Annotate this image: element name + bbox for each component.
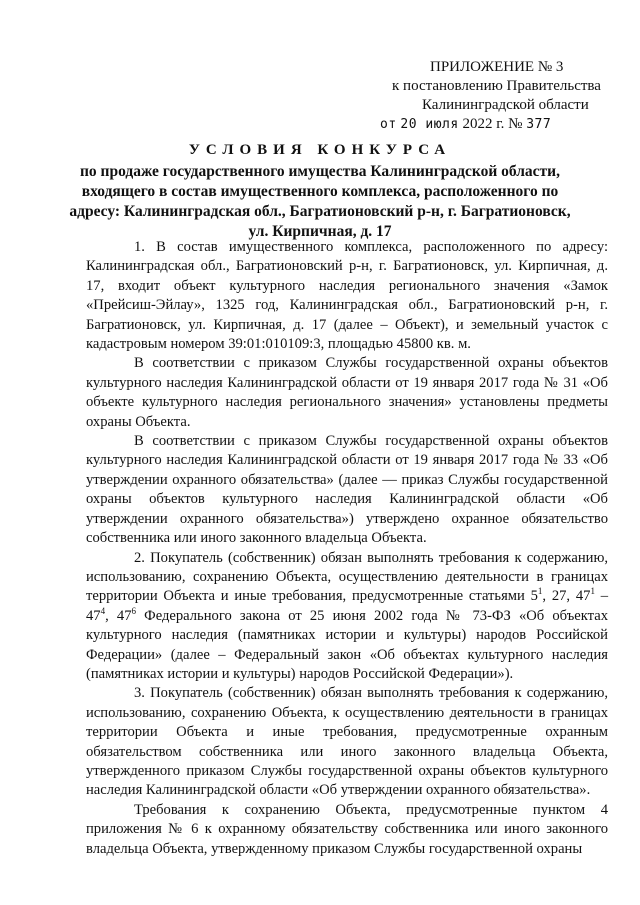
p4-text: , 27, 47 [542, 588, 591, 605]
p4-sup: 4 [100, 605, 106, 616]
document-body [86, 238, 608, 859]
p4-text: – 47 [86, 588, 609, 624]
p4-text: Федерального закона от 25 июня 2002 года № 73-ФЗ «Об объектах культурного наследия (памятниках истории и культуры) народов Российской Федерации» (далее – Федеральный закон «Об объектах культурного наследия (памятниках истории и культуры) народов Российской Федерации»). [86, 607, 608, 682]
p4-sup: 1 [537, 586, 543, 597]
decree-number-handwritten: 377 [526, 117, 552, 132]
paragraph-2: В соответствии с приказом Службы государственной охраны объектов культурного наследия Калининградской области от 19 января 2017 года № 31 «Об объекте культурного наследия регионального значения» установлены предметы охраны Объекта. [86, 355, 608, 430]
paragraph-5: 3. Покупатель (собственник) обязан выполнять требования к содержанию, использованию, сохранению Объекта, к осуществлению деятельности в границах территории Объекта и иные требования, предусмотренные охранным обязательством собственника или иного законного владельца Объекта, утвержденного приказом Службы государственной охраны объектов культурного наследия Калининградской области «Об утверждении охранного обязательства». [86, 685, 608, 799]
paragraph-6: Требования к сохранению Объекта, предусмотренные пунктом 4 приложения № 6 к охранному обязательству собственника или иного законного владельца Объекта, утвержденному приказом Службы государственной охраны [86, 801, 608, 857]
paragraph-4 [86, 549, 608, 685]
appendix-header [380, 58, 610, 134]
title-line: входящего в состав имущественного комплекса, расположенного по [81, 183, 559, 200]
date-prefix: от [380, 117, 397, 132]
paragraph-3: В соответствии с приказом Службы государственной охраны объектов культурного наследия Калининградской области от 19 января 2017 года № 33 «Об утверждении охранного обязательства» (далее — приказ Службы государственной охраны объектов культурного наследия Калининградской области «Об утверждении охранного обязательства») утверждено охранное обязательство собственника или иного законного владельца Объекта. [86, 433, 608, 547]
paragraph-1: 1. В состав имущественного комплекса, расположенного по адресу: Калининградская обл., Багратионовский р-н, г. Багратионовск, ул. Кирпичная, д. 17, входит объект культурного наследия регионального значения «Замок «Прейсиш-Эйлау», 1325 год, Калининградская обл., Багратионовский р-н, г. Багратионовск, ул. Кирпичная, д. 17 (далее – Объект), и земельный участок с кадастровым номером 39:01:010109:3, площадью 45800 кв. м. [86, 239, 608, 353]
p4-text: 2. Покупатель (собственник) обязан выполнять требования к содержанию, использованию, сохранению Объекта, осуществлению деятельности в границах территории Объекта и иные требования, предусмотренные статьями 5 [86, 549, 608, 605]
appendix-region: Калининградской области [422, 97, 589, 113]
appendix-decree: к постановлению Правительства [392, 78, 601, 94]
date-year: 2022 г. № [462, 116, 523, 132]
p4-sup: 6 [131, 605, 136, 616]
title-line: адресу: Калининградская обл., Багратионовский р-н, г. Багратионовск, [69, 203, 571, 220]
p4-sup: 1 [590, 586, 595, 597]
date-handwritten: 20 июля [400, 117, 459, 132]
appendix-number: ПРИЛОЖЕНИЕ № 3 [430, 59, 564, 75]
appendix-date-line [380, 115, 610, 134]
title-heading: УСЛОВИЯ КОНКУРСА [188, 142, 452, 158]
p4-text: , 47 [105, 607, 132, 624]
title-line: по продаже государственного имущества Калининградской области, [80, 163, 560, 180]
title-line: ул. Кирпичная, д. 17 [248, 223, 392, 240]
document-title [0, 140, 640, 242]
